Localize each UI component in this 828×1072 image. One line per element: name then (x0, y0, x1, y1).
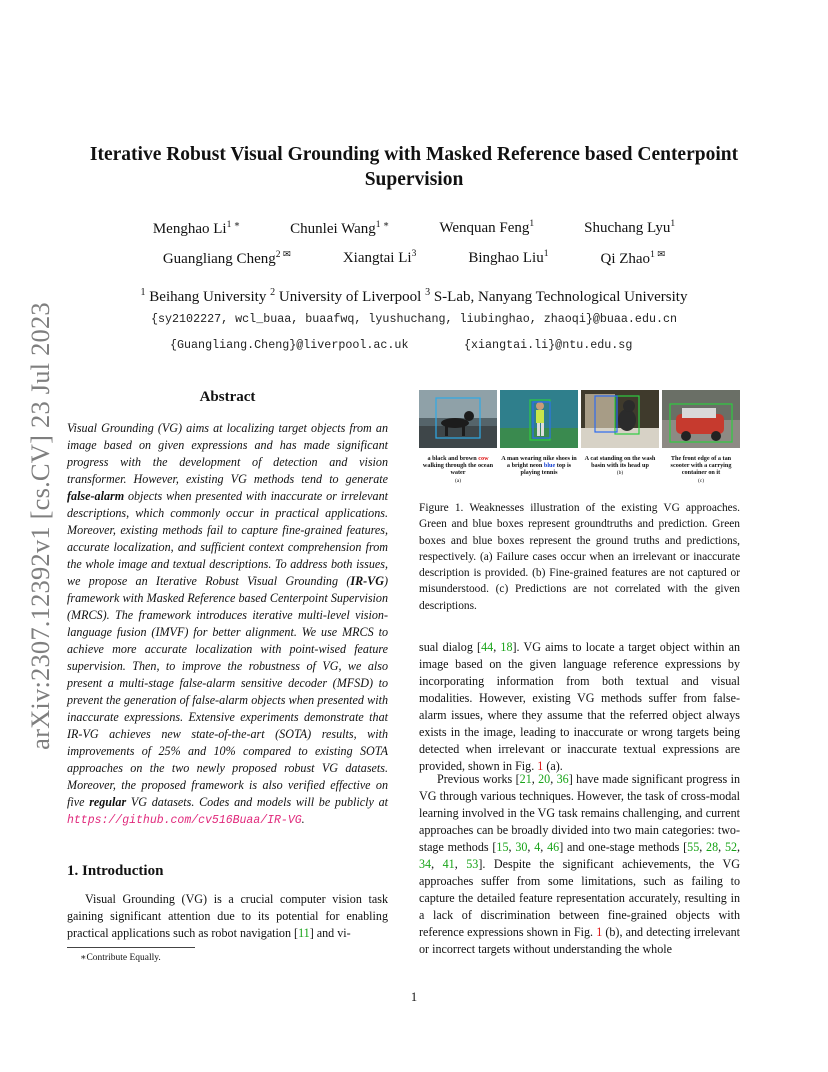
introduction-paragraph: Visual Grounding (VG) is a crucial computer vision task gaining significant attention due to its potential for enabling practical applications such as robot navigation [11] and vi- (67, 892, 388, 940)
author: Qi Zhao$^{1 ✉}$ (600, 250, 666, 267)
citation-link[interactable]: 28 (706, 840, 719, 854)
figure-panel-b (581, 390, 659, 448)
citation-link[interactable]: 53 (466, 857, 479, 871)
citation-link[interactable]: 11 (298, 926, 310, 940)
citation-link[interactable]: 36 (556, 772, 569, 786)
authors-row-2 (70, 249, 758, 268)
author: Guangliang Cheng$^{2 ✉}$ (162, 250, 291, 267)
figure-image-tennis (500, 390, 578, 448)
affiliations: $^1$ Beihang University $^2$ University of Liverpool $^3$ S-Lab, Nanyang Technological University (140, 287, 688, 305)
citation-link[interactable]: 46 (547, 840, 560, 854)
authors-row-1 (70, 219, 758, 238)
figure-caption-tennis: A man wearing nike shoes in a bright neon blue top is playing tennis (501, 455, 577, 477)
figure-1-caption: Figure 1. Weaknesses illustration of the existing VG approaches. Green and blue boxes represent groundtruths and prediction. Green boxes and blue boxes represent the ground truths and predictions, respectively. (a) Failure cases occur when an irrelevant or inaccurate description is provided. (b) Fine-grained features are not captured or misunderstood. (c) Predictions are not correlated with the given descriptions. (419, 502, 740, 612)
citation-link[interactable]: 55 (687, 840, 700, 854)
citation-link[interactable]: 15 (496, 840, 509, 854)
citation-link[interactable]: 18 (500, 640, 513, 654)
footnote-rule (67, 947, 195, 948)
citation-link[interactable]: 41 (442, 857, 455, 871)
citation-link[interactable]: 20 (538, 772, 551, 786)
author: Menghao $Li^{1 ∗}$ (152, 220, 241, 237)
citation-link[interactable]: 52 (724, 840, 738, 854)
figure-panel-a (419, 390, 497, 448)
arxiv-identifier: arXiv:2307.12392v1 [cs.CV] 23 Jul 2023 (24, 302, 55, 750)
figure-1 (419, 390, 740, 490)
figure-caption-a: a black and brown cow walking through the ocean water (a) (422, 455, 494, 484)
author: Xiangtai Li$^3$ (342, 249, 417, 266)
figure-reference-link[interactable]: 1 (537, 759, 544, 773)
figure-caption-c: The front edge of a tan scooter with a carrying container on it (c) (670, 455, 732, 484)
code-link[interactable]: https://github.com/cv516Buaa/IR-VG (67, 814, 302, 827)
introduction-heading: 1. Introduction (67, 863, 164, 879)
figure-reference-link[interactable]: 1 (596, 925, 603, 939)
abstract-body: Visual Grounding (VG) aims at localizing target objects from an image based on given expressions and has made significant progress with the development of detection and vision transformer. However, existing VG methods tend to generate false-alarm objects when presented with inaccurate or irrelevant descriptions, which commonly occur in practical applications. Moreover, existing methods fail to capture fine-grained features, accurate localization, and sufficient context comprehension from the whole image and textual descriptions. To address both issues, we propose an Iterative Robust Visual Grounding (IR-VG) framework with Masked Reference based Centerpoint Supervision (MRCS). The framework introduces iterative multi-level vision-language fusion (IMVF) for better alignment. We use MRCS to achieve more accurate localization with point-wised feature supervision. Then, to improve the robustness of VG, we also present a multi-stage false-alarm sensitive decoder (MFSD) to prevent the generation of false-alarm objects when presented with inaccurate expressions. Extensive experiments demonstrate that IR-VG achieves new state-of-the-art (SOTA) results, with improvements of 25% and 10% compared to existing SOTA approaches on the two newly proposed robust VG datasets. Moreover, the proposed framework is also verified effective on five regular VG datasets. Codes and models will be publicly at https://github.com/cv516Buaa/IR-VG. (67, 421, 388, 827)
page-number: 1 (410, 990, 418, 1004)
citation-link[interactable]: 30 (515, 840, 528, 854)
figure-caption-b: A cat standing on the wash basin with its head up (b) (584, 455, 656, 477)
citation-link[interactable]: 34 (419, 857, 432, 871)
email-line-1: {sy2102227, wcl_buaa, buaafwq, lyushuchang, liubinghao, zhaoqi}@buaa.edu.cn (150, 312, 678, 326)
figure-panel-c (662, 390, 740, 448)
figure-image-dog-ocean (419, 390, 497, 448)
email-ntu: {xiangtai.li}@ntu.edu.sg (464, 338, 633, 352)
figure-image-cat (581, 390, 659, 448)
figure-panel-tennis (500, 390, 578, 448)
citation-link[interactable]: 44 (481, 640, 494, 654)
paper-title: Iterative Robust Visual Grounding with Masked Reference based Centerpoint Supervision (89, 144, 739, 190)
author: Shuchang Lyu$^1$ (584, 219, 676, 236)
right-column-paragraph-1: sual dialog [44, 18]. VG aims to locate a target object within an image based on the given language reference expressions by incorporating information from both textual and visual modalities. However, existing VG methods suffer from false-alarm issues, where they assume that the referred object always exists in the image, leading to inaccurate or wrong targets being detected when irrelevant or inaccurate textual expressions are provided, shown in Fig. 1 (a). (419, 640, 740, 773)
author: Wenquan Feng$^1$ (439, 219, 535, 236)
citation-link[interactable]: 4 (534, 840, 541, 854)
email-liverpool: {Guangliang.Cheng}@liverpool.ac.uk (170, 338, 409, 352)
figure-image-scooter (662, 390, 740, 448)
right-column-paragraph-2: Previous works [21, 20, 36] have made significant progress in VG through various techniques. However, the task of cross-modal learning involved in the VG task remains challenging, and current approaches can be broadly divided into two main categories: two-stage methods [15, 30, 4, 46] and one-stage methods [55, 28, 52, 34, 41, 53]. Despite the significant achievements, the VG approaches suffer from some limitations, such as failing to capture the detailed feature representation accurately, resulting in a lack of discrimination between fine-grained objects with reference expressions shown in Fig. 1 (b), and detecting irrelevant or incorrect targets without understanding the whole (419, 772, 741, 956)
abstract-heading: Abstract (199, 389, 256, 405)
author: Chunlei Wang$^{1 ∗}$ (290, 220, 390, 237)
citation-link[interactable]: 21 (519, 772, 532, 786)
author: Binghao Liu$^1$ (468, 249, 549, 266)
footnote: ∗Contribute Equally. (80, 953, 161, 963)
